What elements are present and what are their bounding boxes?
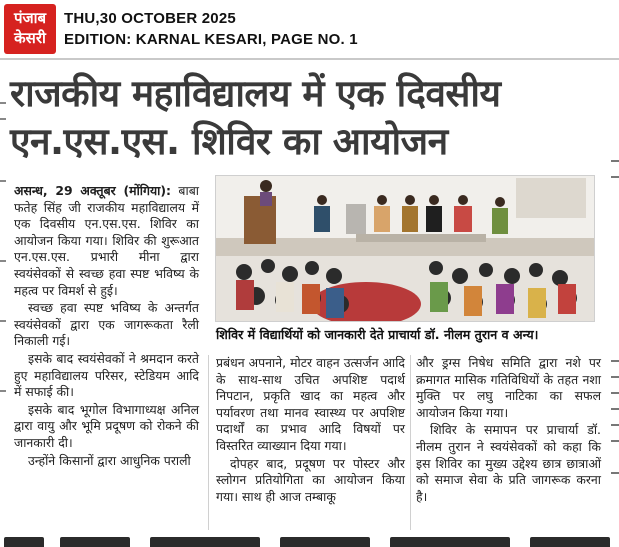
- logo-line-2: केसरी: [14, 29, 46, 47]
- edition-info: [64, 8, 358, 50]
- paragraph-3: इसके बाद स्वयंसेवकों ने श्रमदान करते हुए महाविद्यालय परिसर, स्टेडियम आदि में सफाई की।: [14, 350, 199, 400]
- logo-line-1: पंजाब: [13, 9, 47, 27]
- article-column-2: [216, 355, 405, 506]
- masthead: [0, 0, 619, 58]
- paragraph-2: स्वच्छ हवा स्पष्ट भविष्य के अन्तर्गत स्वयंसेवकों द्वारा एक जागरूकता रैली निकाली गई।: [14, 300, 199, 349]
- paragraph-6: प्रबंधन अपनाने, मोटर वाहन उत्सर्जन आदि के साथ-साथ उचित अपशिष्ट पदार्थ निपटान, प्रकृति खाद का महत्व और पर्यावरण तथा मानव स्वास्थ्य पर अपशिष्ट पदार्थों का प्रभाव आदि विषयों पर विस्तरित व्याख्यान दिया गया।: [216, 355, 405, 453]
- headline: [10, 70, 610, 166]
- paragraph-8: और ड्रग्स निषेध समिति द्वारा नशे पर क्रमागत मासिक गतिविधियों के तहत नशा मुक्ति पर लघु नाटिका का सफल आयोजन किया गया।: [416, 355, 601, 420]
- article-photo: [215, 175, 595, 322]
- photo-caption: शिविर में विद्यार्थियों को जानकारी देते प्राचार्या डॉ. नीलम तुरान व अन्य।: [216, 327, 539, 342]
- paragraph-1-text: बाबा फतेह सिंह जी राजकीय महाविद्यालय में एक दिवसीय एन.एस.एस. शिविर का आयोजन किया गया। शिविर की शुरूआत एन.एस.एस. प्रभारी मीना द्वारा स्वयंसेवकों से स्वच्छ हवा स्पष्ट भविष्य के महत्व पर विमर्श से हुई।: [14, 183, 199, 298]
- adjacent-column-right-edge: [609, 150, 619, 530]
- adjacent-column-left-edge: [0, 60, 8, 540]
- publication-date: THU,30 OCTOBER 2025: [64, 10, 236, 27]
- paragraph-7: दोपहर बाद, प्रदूषण पर पोस्टर और स्लोगन प्रतियोगिता का आयोजन किया गया। साथ ही आज तम्बाकू: [216, 455, 405, 504]
- paragraph-1: [14, 183, 199, 299]
- next-headline-fragment: [0, 533, 619, 547]
- article-column-1: [14, 183, 199, 470]
- paragraph-5: उन्होंने किसानों द्वारा आधुनिक पराली: [28, 452, 191, 468]
- dateline: असन्ध, 29 अक्तूबर (मोंगिया):: [14, 183, 171, 198]
- column-divider: [208, 355, 209, 530]
- classroom-scene-illustration: [216, 176, 595, 322]
- edition-page: EDITION: KARNAL KESARI, PAGE NO. 1: [64, 31, 358, 48]
- header-divider: [0, 58, 619, 60]
- paragraph-4: इसके बाद भूगोल विभागाध्यक्ष अनिल द्वारा वायु और भूमि प्रदूषण को रोकने की जानकारी दी।: [14, 401, 199, 450]
- headline-line-1: राजकीय महाविद्यालय में एक दिवसीय: [10, 72, 501, 115]
- headline-line-2: एन.एस.एस. शिविर का आयोजन: [10, 120, 448, 163]
- punjab-kesari-logo: [4, 4, 56, 54]
- paragraph-9: शिविर के समापन पर प्राचार्या डॉ. नीलम तुरान ने स्वयंसेवकों को कहा कि इस शिविर का मुख्य उद्देश्य छात्र छात्राओं को समाज सेवा के प्रति जागरूक करना है।: [416, 422, 601, 504]
- article-column-3: [416, 355, 601, 506]
- column-divider: [410, 355, 411, 530]
